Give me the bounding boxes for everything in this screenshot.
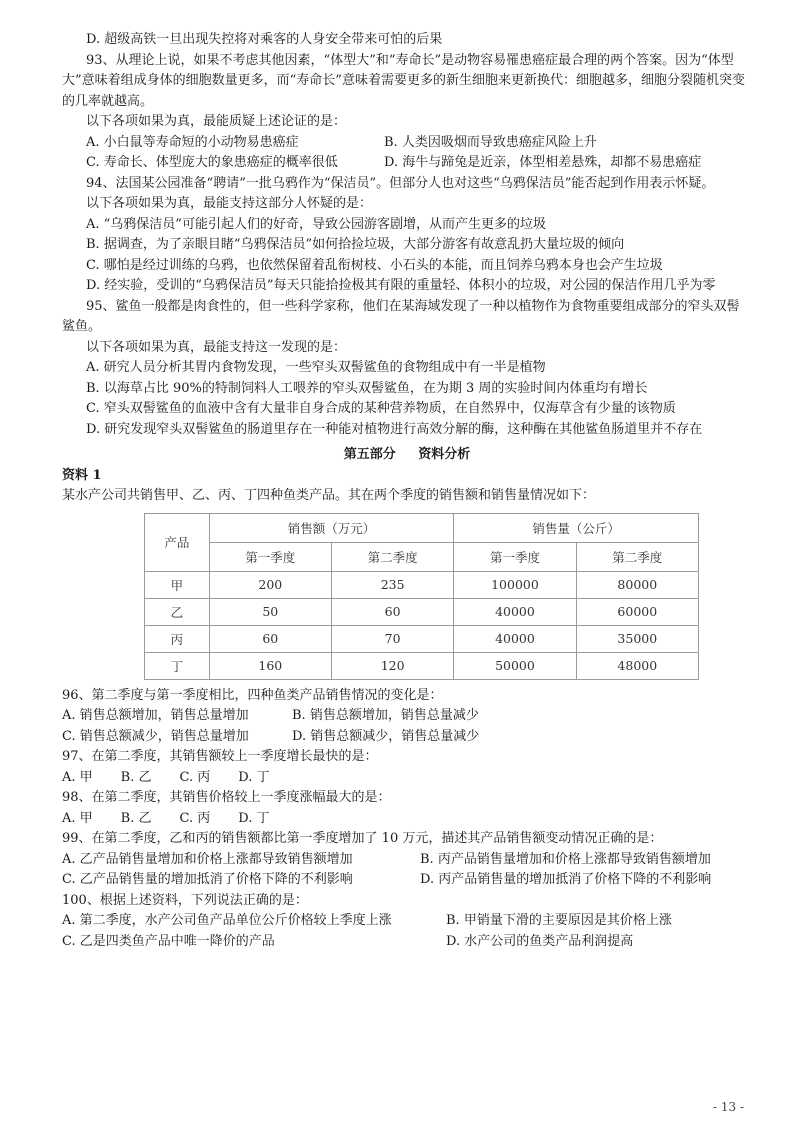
q98-stem: 98、在第二季度，其销售价格较上一季度涨幅最大的是： bbox=[62, 790, 391, 805]
q96-options-cd bbox=[62, 727, 752, 748]
q99-option-c: C. 乙产品销售量的增加抵消了价格下降的不利影响 bbox=[62, 872, 353, 887]
q93-option-b: B. 人类因吸烟而导致患癌症风险上升 bbox=[384, 134, 597, 150]
q95-ask: 以下各项如果为真，最能支持这一发现的是： bbox=[86, 339, 347, 355]
page-number: - 13 - bbox=[712, 1100, 744, 1114]
q100-option-d: D. 水产公司的鱼类产品利润提高 bbox=[446, 933, 634, 949]
q93-ask: 以下各项如果为真，最能质疑上述论证的是： bbox=[86, 114, 347, 129]
q97-option-a: A. 甲 bbox=[62, 769, 93, 785]
q93-option-d: D. 海牛与蹄兔是近亲，体型相差悬殊，却都不易患癌症 bbox=[384, 155, 702, 170]
material-label: 资料 1 bbox=[62, 468, 102, 483]
q97-stem: 97、在第二季度，其销售额较上一季度增长最快的是： bbox=[62, 749, 378, 764]
table-row bbox=[145, 625, 699, 652]
q95-option-a: A. 研究人员分析其胃内食物发现，一些窄头双髻鲨鱼的食物组成中有一半是植物 bbox=[86, 360, 546, 375]
q96-options-ab bbox=[62, 706, 752, 727]
cell-volume-q1: 100000 bbox=[454, 571, 576, 598]
material-intro: 某水产公司共销售甲、乙、丙、丁四种鱼类产品。其在两个季度的销售额和销售量情况如下： bbox=[62, 488, 596, 503]
q99-option-a: A. 乙产品销售量增加和价格上涨都导致销售额增加 bbox=[62, 851, 353, 867]
table-header-row bbox=[145, 513, 699, 542]
q94-option-d: D. 经实验，受训的“乌鸦保洁员”每天只能拾捡极其有限的重量轻、体积小的垃圾，对公园的保洁作用几乎为零 bbox=[86, 278, 716, 293]
q100-stem: 100、根据上述资料，下列说法正确的是： bbox=[62, 892, 308, 908]
cell-sales-q1: 160 bbox=[209, 652, 331, 679]
table-subheader-row bbox=[145, 542, 699, 571]
table-row bbox=[145, 652, 699, 679]
q97-option-d: D. 丁 bbox=[238, 769, 270, 785]
q94-option-c: C. 哪怕是经过训练的乌鸦，也依然保留着乱衔树枝、小石头的本能，而且饲养乌鸦本身也会产生垃圾 bbox=[86, 257, 663, 273]
q97-option-c: C. 丙 bbox=[179, 769, 211, 785]
q97-option-b: B. 乙 bbox=[120, 769, 152, 785]
q95-option-c: C. 窄头双髻鲨鱼的血液中含有大量非自身合成的某种营养物质，在自然界中，仅海草含有少量的该物质 bbox=[86, 401, 676, 416]
header-volume-q2: 第二季度 bbox=[576, 542, 698, 571]
q96-option-c: C. 销售总额减少，销售总量增加 bbox=[62, 728, 249, 744]
header-volume: 销售量（公斤） bbox=[454, 513, 699, 542]
q98-option-c: C. 丙 bbox=[179, 810, 211, 826]
q94-stem: 94、法国某公园准备“聘请”一批乌鸦作为“保洁员”。但部分人也对这些“乌鸦保洁员”能否起到作用表示怀疑。 bbox=[86, 175, 715, 191]
header-sales-q1: 第一季度 bbox=[209, 542, 331, 571]
q93-options-cd bbox=[62, 153, 752, 174]
q96-option-d: D. 销售总额减少，销售总量减少 bbox=[292, 728, 480, 744]
cell-volume-q1: 40000 bbox=[454, 625, 576, 652]
q100-options-ab bbox=[62, 911, 752, 932]
cell-sales-q2: 60 bbox=[331, 598, 453, 625]
q93-option-a: A. 小白鼠等寿命短的小动物易患癌症 bbox=[86, 134, 299, 150]
section-name: 资料分析 bbox=[418, 447, 471, 462]
q96-option-b: B. 销售总额增加，销售总量减少 bbox=[292, 708, 479, 723]
header-sales: 销售额（万元） bbox=[209, 513, 454, 542]
q99-option-d: D. 丙产品销售量的增加抵消了价格下降的不利影响 bbox=[420, 872, 712, 887]
cell-volume-q2: 48000 bbox=[576, 652, 698, 679]
q100-option-c: C. 乙是四类鱼产品中唯一降价的产品 bbox=[62, 933, 275, 949]
q96-stem: 96、第二季度与第一季度相比，四种鱼类产品销售情况的变化是： bbox=[62, 687, 443, 703]
header-sales-q2: 第二季度 bbox=[331, 542, 453, 571]
q94-option-a: A. “乌鸦保洁员”可能引起人们的好奇，导致公园游客剧增，从而产生更多的垃圾 bbox=[86, 216, 546, 232]
q99-stem: 99、在第二季度，乙和丙的销售额都比第一季度增加了 10 万元，描述其产品销售额变动情况正确的是： bbox=[62, 831, 663, 846]
cell-volume-q1: 40000 bbox=[454, 598, 576, 625]
cell-volume-q2: 80000 bbox=[576, 571, 698, 598]
q98-option-b: B. 乙 bbox=[120, 810, 152, 826]
q95-option-b: B. 以海草占比 90%的特制饲料人工喂养的窄头双髻鲨鱼，在为期 3 周的实验时间内体重均有增长 bbox=[86, 380, 648, 396]
header-product: 产品 bbox=[145, 513, 210, 571]
cell-sales-q2: 235 bbox=[331, 571, 453, 598]
cell-volume-q2: 35000 bbox=[576, 625, 698, 652]
table-row bbox=[145, 571, 699, 598]
q95-option-d: D. 研究发现窄头双髻鲨鱼的肠道里存在一种能对植物进行高效分解的酶，这种酶在其他鲨鱼肠道里并不存在 bbox=[86, 421, 703, 437]
q99-options-cd bbox=[62, 870, 752, 891]
q98-options bbox=[62, 809, 752, 830]
section-part: 第五部分 bbox=[343, 447, 396, 462]
q97-options bbox=[62, 768, 752, 789]
cell-product: 乙 bbox=[145, 598, 210, 625]
q93-option-c: C. 寿命长、体型庞大的象患癌症的概率很低 bbox=[86, 155, 338, 170]
cell-product: 丁 bbox=[145, 652, 210, 679]
cell-sales-q1: 50 bbox=[209, 598, 331, 625]
q100-option-b: B. 甲销量下滑的主要原因是其价格上涨 bbox=[446, 913, 672, 928]
cell-product: 甲 bbox=[145, 571, 210, 598]
cell-sales-q2: 70 bbox=[331, 625, 453, 652]
q98-option-a: A. 甲 bbox=[62, 810, 93, 826]
cell-volume-q2: 60000 bbox=[576, 598, 698, 625]
q94-option-b: B. 据调查，为了亲眼目睹“乌鸦保洁员”如何拾捡垃圾，大部分游客有故意乱扔大量垃圾的倾向 bbox=[86, 237, 625, 252]
q100-option-a: A. 第二季度，水产公司鱼产品单位公斤价格较上季度上涨 bbox=[62, 913, 392, 928]
q92-option-d: D. 超级高铁一旦出现失控将对乘客的人身安全带来可怕的后果 bbox=[86, 32, 443, 47]
exam-page bbox=[62, 30, 752, 952]
q93-stem: 93、从理论上说，如果不考虑其他因素，“体型大”和“寿命长”是动物容易罹患癌症最合理的两个答案。因为“体型大”意味着组成身体的细胞数量更多，而“寿命长”意味着需要更多的新生细胞来更新换代：细胞越多，细胞分裂随机突变的几率就越高。 bbox=[62, 52, 745, 109]
q98-option-d: D. 丁 bbox=[238, 810, 270, 826]
header-volume-q1: 第一季度 bbox=[454, 542, 576, 571]
section-title bbox=[62, 444, 752, 466]
cell-sales-q1: 60 bbox=[209, 625, 331, 652]
sales-table bbox=[144, 513, 699, 680]
q95-stem: 95、鲨鱼一般都是肉食性的，但一些科学家称，他们在某海域发现了一种以植物作为食物重要组成部分的窄头双髻鲨鱼。 bbox=[62, 298, 740, 334]
q93-options-ab bbox=[62, 133, 752, 154]
cell-sales-q1: 200 bbox=[209, 571, 331, 598]
q100-options-cd bbox=[62, 932, 752, 953]
cell-product: 丙 bbox=[145, 625, 210, 652]
q96-option-a: A. 销售总额增加，销售总量增加 bbox=[62, 708, 249, 723]
table-row bbox=[145, 598, 699, 625]
cell-sales-q2: 120 bbox=[331, 652, 453, 679]
q99-options-ab bbox=[62, 850, 752, 871]
cell-volume-q1: 50000 bbox=[454, 652, 576, 679]
q99-option-b: B. 丙产品销售量增加和价格上涨都导致销售额增加 bbox=[420, 851, 711, 867]
q94-ask: 以下各项如果为真，最能支持这部分人怀疑的是： bbox=[86, 196, 373, 211]
